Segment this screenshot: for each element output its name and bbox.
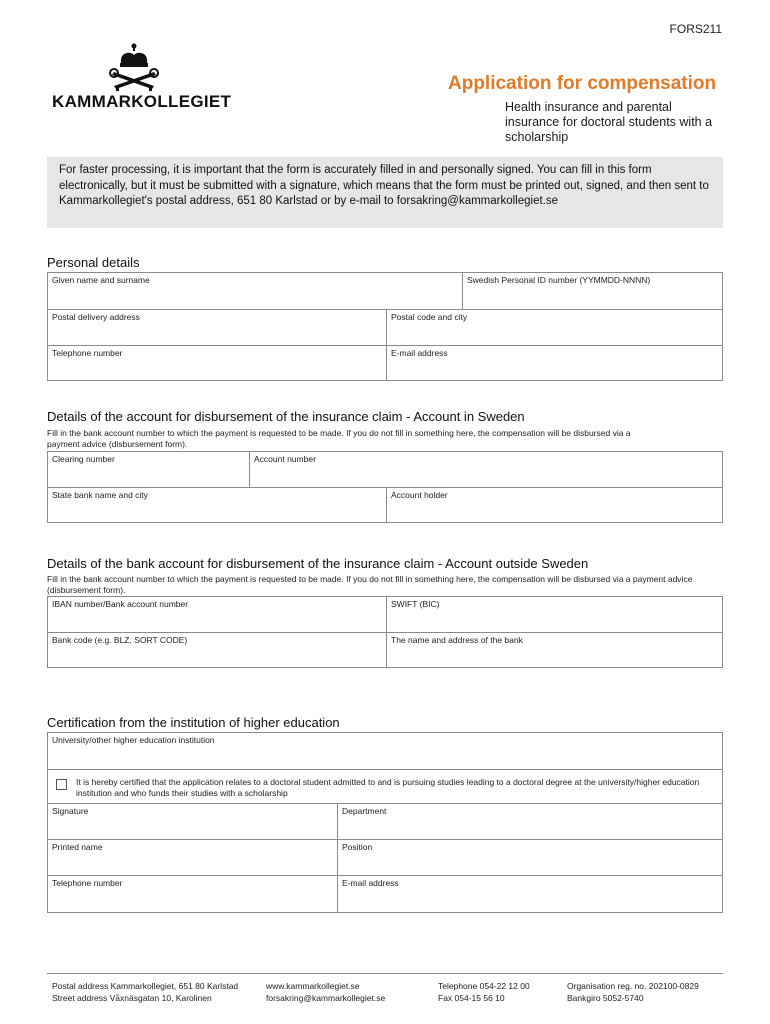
form-code: FORS211 [669,22,722,36]
postal-address-field[interactable] [48,310,387,346]
swift-field[interactable] [387,597,722,633]
footer-org [567,980,699,1004]
iban-label: IBAN number/Bank account number [52,599,189,609]
telephone-field[interactable] [48,346,387,380]
personal-details-grid [47,272,723,381]
footer-phone [438,980,530,1004]
bank-name-address-field[interactable] [387,633,722,667]
account-outside-grid [47,596,723,668]
institution-label: University/other higher education institution [52,735,215,745]
personal-id-label: Swedish Personal ID number (YYMMDD-NNNN) [467,275,651,285]
cert-telephone-field[interactable] [48,876,338,912]
section-note-account-outside: Fill in the bank account number to which the payment is requested to be made. If you do not fill in something here, the compensation will be disbursed via a payment advice (disbursement form). [47,574,693,595]
section-title-account-outside: Details of the bank account for disbursement of the insurance claim - Account outside Sweden [47,556,589,571]
form-title: Application for compensation [448,73,717,94]
section-title-account-sweden: Details of the account for disbursement of the insurance claim - Account in Sweden [47,409,525,424]
form-subtitle: Health insurance and parental insurance for doctoral students with a scholarship [505,100,713,144]
account-number-field[interactable] [250,452,722,488]
footer-street-address: Street address Våxnäsgatan 10, Karolinen [52,993,212,1003]
postal-code-field[interactable] [387,310,722,346]
clearing-number-field[interactable] [48,452,250,488]
department-field[interactable] [338,804,722,840]
account-holder-label: Account holder [391,490,448,500]
name-field[interactable] [48,273,463,310]
footer-divider [47,973,723,974]
cert-telephone-label: Telephone number [52,878,123,888]
position-field[interactable] [338,840,722,876]
notice-box: For faster processing, it is important that the form is accurately filled in and personally signed. You can fill in this form electronically, but it must be submitted with a signature, which means that the form must be printed out, signed, and then sent to Kammarkollegiet's postal address, 651 80 Karlstad or by e-mail to forsakring@kammarkollegiet.se [47,157,723,228]
cert-email-field[interactable] [338,876,722,912]
postal-code-label: Postal code and city [391,312,468,322]
personal-id-field[interactable] [463,273,722,310]
footer-postal-address: Postal address Kammarkollegiet, 651 80 Karlstad [52,981,239,991]
footer-org-number: Organisation reg. no. 202100-0829 [567,981,699,991]
bank-code-label: Bank code (e.g. BLZ, SORT CODE) [52,635,188,645]
signature-field[interactable] [48,804,338,840]
section-title-personal: Personal details [47,255,140,270]
postal-address-label: Postal delivery address [52,312,140,322]
account-number-label: Account number [254,454,316,464]
section-note-account-sweden: Fill in the bank account number to which the payment is requested to be made. If you do not fill in something here, the compensation will be disbursed via a payment advice (disbursement form). [47,428,631,449]
position-label: Position [342,842,373,852]
logo-wordmark: KAMMARKOLLEGIET [52,92,232,111]
department-label: Department [342,806,387,816]
printed-name-label: Printed name [52,842,103,852]
bank-name-field[interactable] [48,488,387,522]
certification-checkbox[interactable] [56,779,67,790]
footer-fax: Fax 054-15 56 10 [438,993,505,1003]
signature-label: Signature [52,806,89,816]
footer-email-link[interactable]: forsakring@kammarkollegiet.se [266,993,386,1003]
institution-field[interactable] [48,733,722,770]
email-field[interactable] [387,346,722,380]
bank-name-label: State bank name and city [52,490,148,500]
certification-grid [47,732,723,913]
account-holder-field[interactable] [387,488,722,522]
name-label: Given name and surname [52,275,150,285]
clearing-number-label: Clearing number [52,454,115,464]
certification-statement [48,770,722,804]
bank-name-address-label: The name and address of the bank [391,635,523,645]
footer-web [266,980,385,1004]
certification-text: It is hereby certified that the application relates to a doctoral student admitted to and is pursuing studies leading to a doctoral degree at the university/higher education institution and who funds their studies with a scholarship [76,777,700,798]
telephone-label: Telephone number [52,348,123,358]
section-title-certification: Certification from the institution of higher education [47,715,340,730]
footer-addresses [52,980,238,1004]
footer-bankgiro: Bankgiro 5052-5740 [567,993,644,1003]
footer-website-link[interactable]: www.kammarkollegiet.se [266,981,360,991]
printed-name-field[interactable] [48,840,338,876]
crown-keys-icon [108,42,160,92]
cert-email-label: E-mail address [342,878,399,888]
swift-label: SWIFT (BIC) [391,599,440,609]
iban-field[interactable] [48,597,387,633]
account-sweden-grid [47,451,723,523]
bank-code-field[interactable] [48,633,387,667]
footer-telephone: Telephone 054-22 12 00 [438,981,530,991]
email-label: E-mail address [391,348,448,358]
